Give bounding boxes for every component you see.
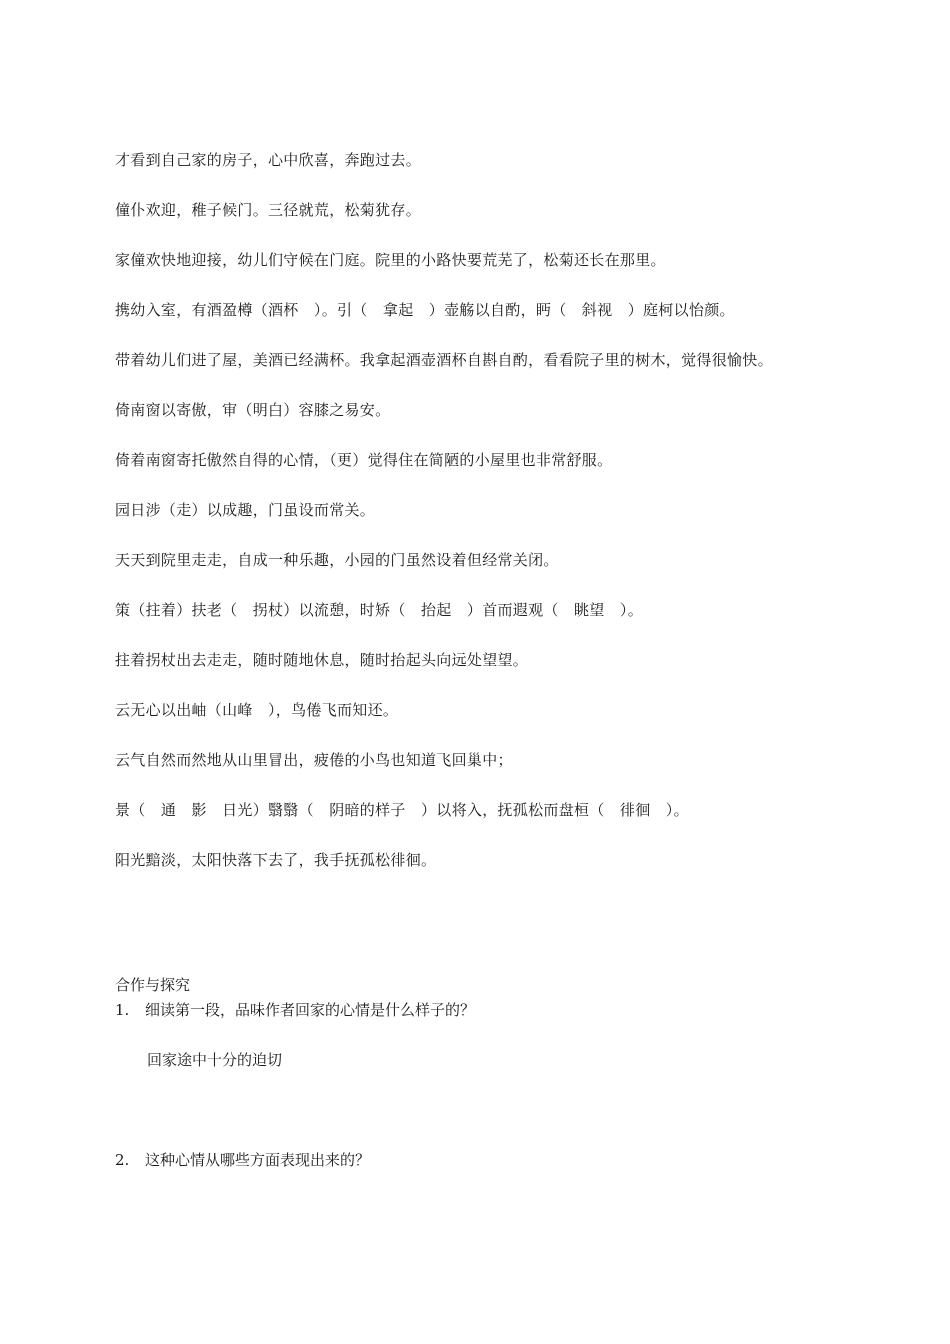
text-line: 拄着拐杖出去走走，随时随地休息，随时抬起头向远处望望。 [115, 651, 529, 669]
text-line: 家僮欢快地迎接，幼儿们守候在门庭。院里的小路快要荒芜了，松菊还长在那里。 [115, 251, 666, 269]
text-line: 倚南窗以寄傲，审（明白）容膝之易安。 [115, 401, 391, 419]
question-2 [115, 1150, 370, 1170]
text-line: 云气自然而然地从山里冒出，疲倦的小鸟也知道飞回巢中； [115, 751, 513, 769]
text-line: 才看到自己家的房子，心中欣喜，奔跑过去。 [115, 151, 422, 169]
question-text: 这种心情从哪些方面表现出来的？ [145, 1151, 371, 1169]
question-text: 细读第一段，品味作者回家的心情是什么样子的？ [145, 1001, 476, 1019]
text-line: 阳光黯淡，太阳快落下去了，我手抚孤松徘徊。 [115, 851, 437, 869]
text-line: 天天到院里走走，自成一种乐趣，小园的门虽然设着但经常关闭。 [115, 551, 559, 569]
text-line: 倚着南窗寄托傲然自得的心情，（更）觉得住在简陋的小屋里也非常舒服。 [115, 451, 613, 469]
question-number: 1. [115, 1001, 130, 1019]
text-line: 僮仆欢迎，稚子候门。三径就荒，松菊犹存。 [115, 201, 422, 219]
answer-1: 回家途中十分的迫切 [147, 1051, 283, 1069]
question-number: 2. [115, 1151, 130, 1169]
text-line: 策（拄着）扶老（ 拐杖）以流憩，时矫（ 抬起 ）首而遐观（ 眺望 ）。 [115, 601, 644, 619]
text-line: 带着幼儿们进了屋，美酒已经满杯。我拿起酒壶酒杯自斟自酌，看看院子里的树木，觉得很愉快。 [115, 351, 773, 369]
text-line: 景（ 通 影 日光）翳翳（ 阴暗的样子 ）以将入，抚孤松而盘桓（ 徘徊 ）。 [115, 801, 689, 819]
section-title: 合作与探究 [115, 976, 191, 994]
text-line: 云无心以出岫（山峰 ），鸟倦飞而知还。 [115, 701, 399, 719]
text-line: 园日涉（走）以成趣，门虽设而常关。 [115, 501, 376, 519]
text-line: 携幼入室，有酒盈樽（酒杯 ）。引（ 拿起 ）壶觞以自酌，眄（ 斜视 ）庭柯以怡颜。 [115, 301, 735, 319]
question-1 [115, 1000, 475, 1020]
